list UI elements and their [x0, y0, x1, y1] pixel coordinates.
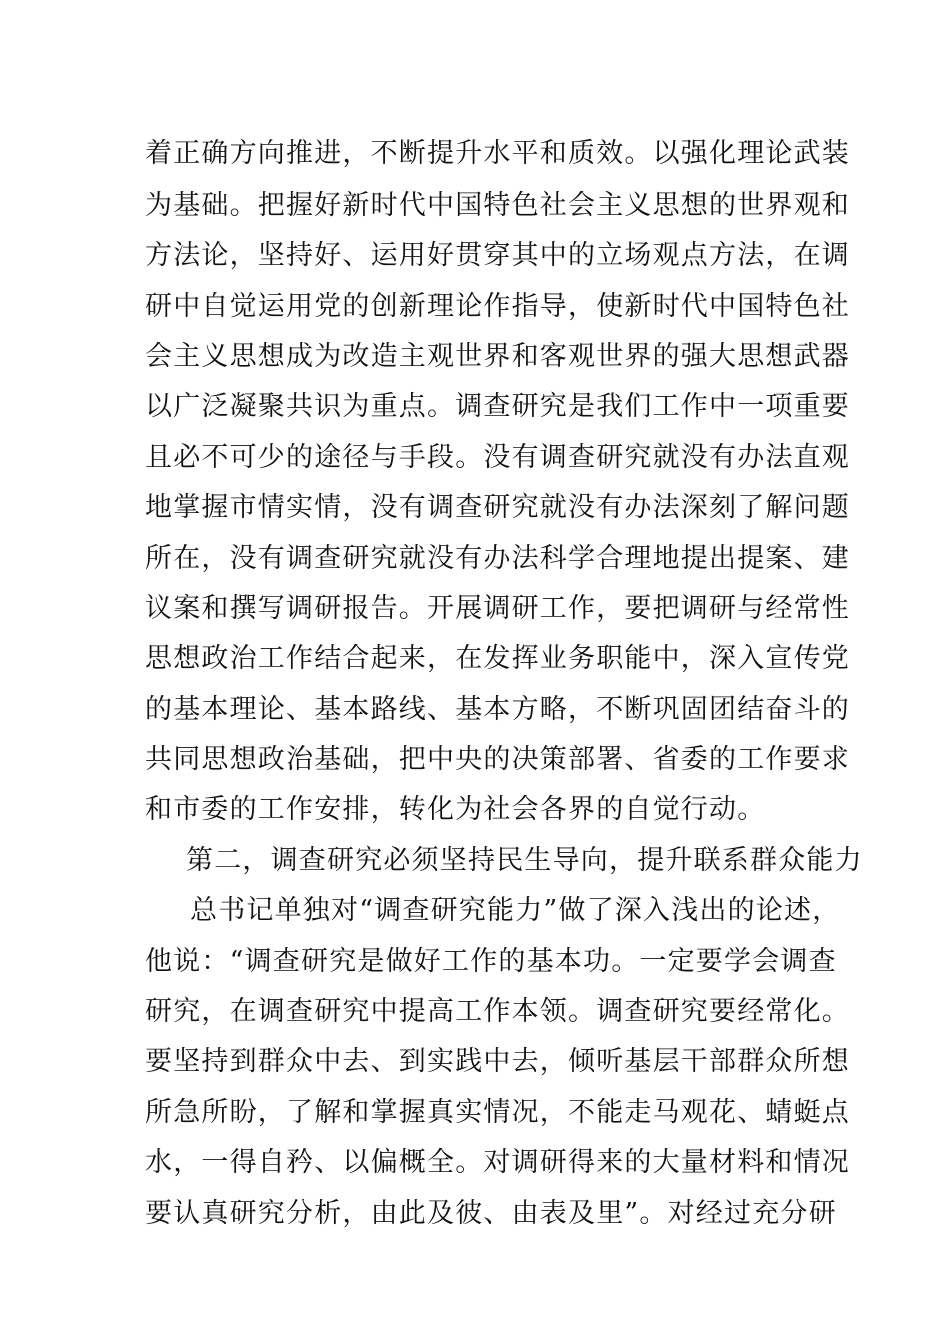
body-text-line: 水，一得自矜、以偏概全。对调研得来的大量材料和情况 — [145, 1147, 850, 1178]
section-heading: 第二，调查研究必须坚持民生导向，提升联系群众能力 — [186, 845, 863, 876]
body-text-line: 研中自觉运用党的创新理论作指导，使新时代中国特色社 — [145, 291, 850, 322]
body-text-line: 所急所盼，了解和掌握真实情况，不能走马观花、蜻蜓点 — [145, 1097, 850, 1128]
body-text-line: 要坚持到群众中去、到实践中去，倾听基层干部群众所想 — [145, 1046, 850, 1077]
body-text-line: 他说：“调查研究是做好工作的基本功。一定要学会调查 — [145, 946, 837, 977]
body-text-line: 方法论，坚持好、运用好贯穿其中的立场观点方法，在调 — [145, 240, 850, 271]
body-text-line: 地掌握市情实情，没有调查研究就没有办法深刻了解问题 — [145, 492, 850, 523]
body-text-line: 会主义思想成为改造主观世界和客观世界的强大思想武器 — [145, 341, 850, 372]
body-text-line: 为基础。把握好新时代中国特色社会主义思想的世界观和 — [145, 190, 850, 221]
body-text-line: 要认真研究分析，由此及彼、由表及里”。对经过充分研 — [145, 1198, 837, 1229]
body-text-line: 着正确方向推进，不断提升水平和质效。以强化理论武装 — [145, 138, 850, 169]
body-text-line: 思想政治工作结合起来，在发挥业务职能中，深入宣传党 — [145, 643, 850, 674]
body-text-line: 和市委的工作安排，转化为社会各界的自觉行动。 — [145, 794, 766, 825]
body-text-line: 的基本理论、基本路线、基本方略，不断巩固团结奋斗的 — [145, 694, 850, 725]
body-text-line: 且必不可少的途径与手段。没有调查研究就没有办法直观 — [145, 442, 850, 473]
body-text-line: 以广泛凝聚共识为重点。调查研究是我们工作中一项重要 — [145, 391, 850, 422]
body-text-line: 研究，在调查研究中提高工作本领。调查研究要经常化。 — [145, 996, 850, 1027]
paragraph-first-line: 总书记单独对“调查研究能力”做了深入浅出的论述， — [190, 895, 841, 926]
body-text-line: 所在，没有调查研究就没有办法科学合理地提出提案、建 — [145, 543, 850, 574]
body-text-line: 议案和撰写调研报告。开展调研工作，要把调研与经常性 — [145, 593, 850, 624]
body-text-line: 共同思想政治基础，把中央的决策部署、省委的工作要求 — [145, 744, 850, 775]
